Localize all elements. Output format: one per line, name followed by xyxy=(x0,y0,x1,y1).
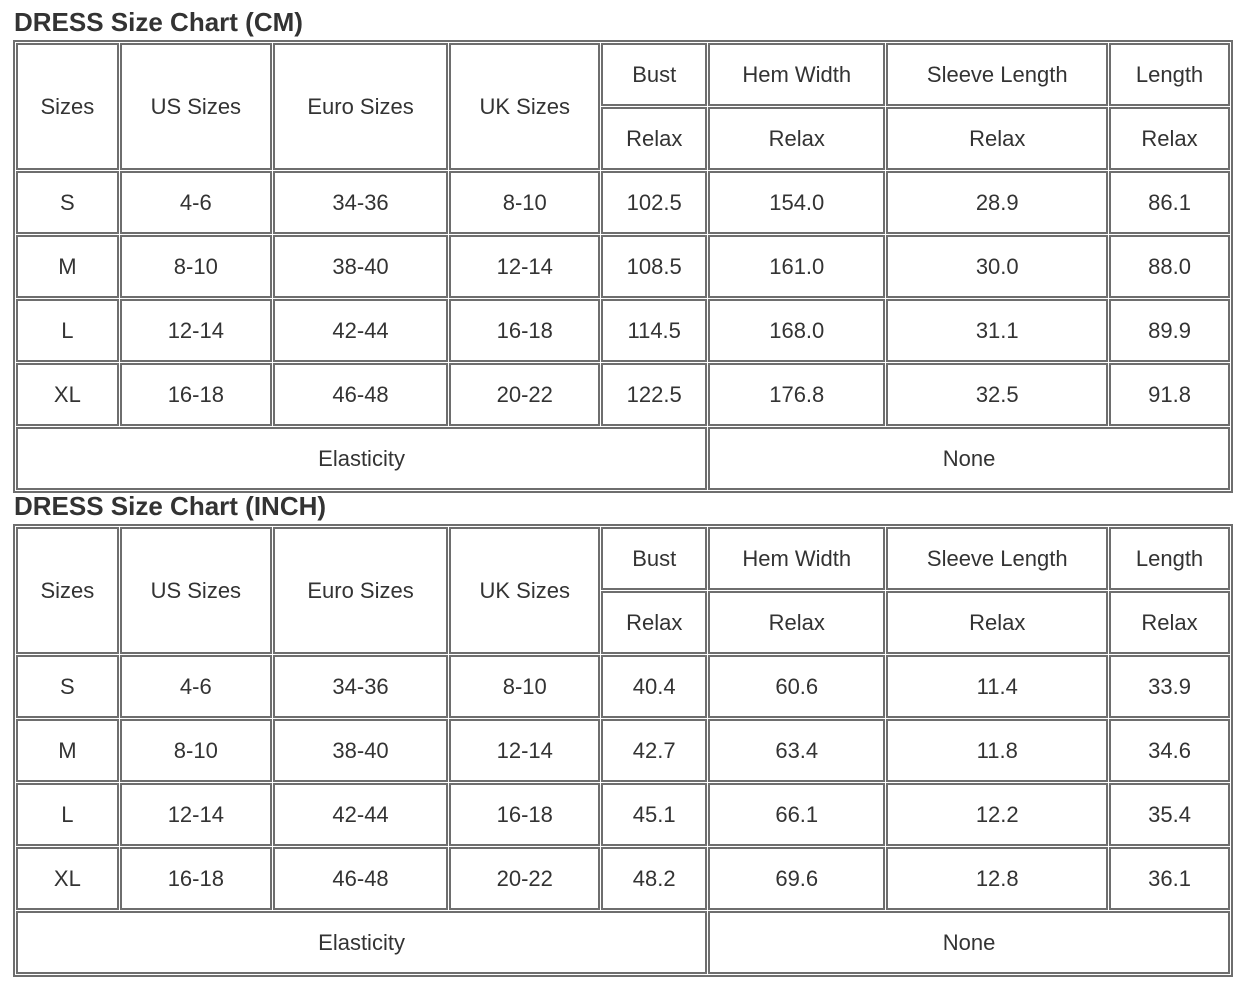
table-row xyxy=(16,655,1230,718)
cell-us-size: 4-6 xyxy=(120,171,272,234)
cell-hem-width: 69.6 xyxy=(708,847,885,910)
header-sizes: Sizes xyxy=(16,527,119,654)
header-euro-sizes: Euro Sizes xyxy=(273,527,448,654)
table-row xyxy=(16,299,1230,362)
cell-sleeve-length: 11.8 xyxy=(886,719,1108,782)
table-row xyxy=(16,235,1230,298)
header-sleeve-length: Sleeve Length xyxy=(886,527,1108,590)
header-sizes: Sizes xyxy=(16,43,119,170)
cell-size: L xyxy=(16,783,119,846)
cell-us-size: 16-18 xyxy=(120,847,272,910)
cell-euro-size: 46-48 xyxy=(273,363,448,426)
subheader-hem-relax: Relax xyxy=(708,591,885,654)
cell-bust: 108.5 xyxy=(601,235,707,298)
header-euro-sizes: Euro Sizes xyxy=(273,43,448,170)
cell-hem-width: 60.6 xyxy=(708,655,885,718)
header-bust: Bust xyxy=(601,43,707,106)
cell-length: 34.6 xyxy=(1109,719,1230,782)
cell-bust: 42.7 xyxy=(601,719,707,782)
cell-us-size: 8-10 xyxy=(120,719,272,782)
header-length: Length xyxy=(1109,43,1230,106)
cm-size-table xyxy=(13,40,1233,493)
header-uk-sizes: UK Sizes xyxy=(449,43,600,170)
cell-sleeve-length: 12.8 xyxy=(886,847,1108,910)
elasticity-row xyxy=(16,911,1230,974)
cell-hem-width: 154.0 xyxy=(708,171,885,234)
inch-chart-title: DRESS Size Chart (INCH) xyxy=(14,491,327,521)
cell-uk-size: 20-22 xyxy=(449,363,600,426)
cell-hem-width: 176.8 xyxy=(708,363,885,426)
elasticity-value: None xyxy=(708,911,1230,974)
cell-us-size: 16-18 xyxy=(120,363,272,426)
header-hem-width: Hem Width xyxy=(708,527,885,590)
cell-length: 35.4 xyxy=(1109,783,1230,846)
subheader-bust-relax: Relax xyxy=(601,591,707,654)
table-row xyxy=(16,363,1230,426)
cm-chart-title: DRESS Size Chart (CM) xyxy=(14,7,303,37)
cell-hem-width: 161.0 xyxy=(708,235,885,298)
cell-us-size: 4-6 xyxy=(120,655,272,718)
cell-size: M xyxy=(16,719,119,782)
cell-bust: 114.5 xyxy=(601,299,707,362)
cell-sleeve-length: 12.2 xyxy=(886,783,1108,846)
cell-sleeve-length: 28.9 xyxy=(886,171,1108,234)
table-row xyxy=(16,783,1230,846)
header-uk-sizes: UK Sizes xyxy=(449,527,600,654)
cell-uk-size: 20-22 xyxy=(449,847,600,910)
cell-length: 88.0 xyxy=(1109,235,1230,298)
cell-size: XL xyxy=(16,363,119,426)
cell-size: XL xyxy=(16,847,119,910)
cell-euro-size: 42-44 xyxy=(273,783,448,846)
header-row xyxy=(16,43,1230,106)
cell-euro-size: 34-36 xyxy=(273,171,448,234)
cell-length: 86.1 xyxy=(1109,171,1230,234)
elasticity-label: Elasticity xyxy=(16,427,707,490)
cell-euro-size: 42-44 xyxy=(273,299,448,362)
cell-size: M xyxy=(16,235,119,298)
cell-euro-size: 38-40 xyxy=(273,719,448,782)
cell-sleeve-length: 30.0 xyxy=(886,235,1108,298)
cell-hem-width: 168.0 xyxy=(708,299,885,362)
cell-bust: 122.5 xyxy=(601,363,707,426)
cell-sleeve-length: 31.1 xyxy=(886,299,1108,362)
cell-length: 33.9 xyxy=(1109,655,1230,718)
cell-size: L xyxy=(16,299,119,362)
cell-us-size: 12-14 xyxy=(120,783,272,846)
cell-sleeve-length: 11.4 xyxy=(886,655,1108,718)
subheader-length-relax: Relax xyxy=(1109,107,1230,170)
cell-uk-size: 12-14 xyxy=(449,719,600,782)
cell-length: 91.8 xyxy=(1109,363,1230,426)
cell-hem-width: 63.4 xyxy=(708,719,885,782)
cell-uk-size: 16-18 xyxy=(449,783,600,846)
cell-uk-size: 8-10 xyxy=(449,655,600,718)
table-row xyxy=(16,847,1230,910)
elasticity-row xyxy=(16,427,1230,490)
cell-length: 36.1 xyxy=(1109,847,1230,910)
header-length: Length xyxy=(1109,527,1230,590)
header-us-sizes: US Sizes xyxy=(120,527,272,654)
cell-euro-size: 38-40 xyxy=(273,235,448,298)
cell-bust: 102.5 xyxy=(601,171,707,234)
cell-uk-size: 12-14 xyxy=(449,235,600,298)
subheader-sleeve-relax: Relax xyxy=(886,591,1108,654)
cell-us-size: 8-10 xyxy=(120,235,272,298)
table-row xyxy=(16,719,1230,782)
subheader-length-relax: Relax xyxy=(1109,591,1230,654)
header-sleeve-length: Sleeve Length xyxy=(886,43,1108,106)
cell-bust: 40.4 xyxy=(601,655,707,718)
header-us-sizes: US Sizes xyxy=(120,43,272,170)
header-bust: Bust xyxy=(601,527,707,590)
subheader-bust-relax: Relax xyxy=(601,107,707,170)
cell-uk-size: 8-10 xyxy=(449,171,600,234)
cell-size: S xyxy=(16,655,119,718)
cell-length: 89.9 xyxy=(1109,299,1230,362)
cell-bust: 45.1 xyxy=(601,783,707,846)
cell-bust: 48.2 xyxy=(601,847,707,910)
cell-euro-size: 34-36 xyxy=(273,655,448,718)
cell-euro-size: 46-48 xyxy=(273,847,448,910)
cell-hem-width: 66.1 xyxy=(708,783,885,846)
subheader-hem-relax: Relax xyxy=(708,107,885,170)
inch-size-table xyxy=(13,524,1233,977)
header-row xyxy=(16,527,1230,590)
table-row xyxy=(16,171,1230,234)
elasticity-value: None xyxy=(708,427,1230,490)
header-hem-width: Hem Width xyxy=(708,43,885,106)
subheader-sleeve-relax: Relax xyxy=(886,107,1108,170)
elasticity-label: Elasticity xyxy=(16,911,707,974)
cell-uk-size: 16-18 xyxy=(449,299,600,362)
cell-sleeve-length: 32.5 xyxy=(886,363,1108,426)
cell-us-size: 12-14 xyxy=(120,299,272,362)
cell-size: S xyxy=(16,171,119,234)
